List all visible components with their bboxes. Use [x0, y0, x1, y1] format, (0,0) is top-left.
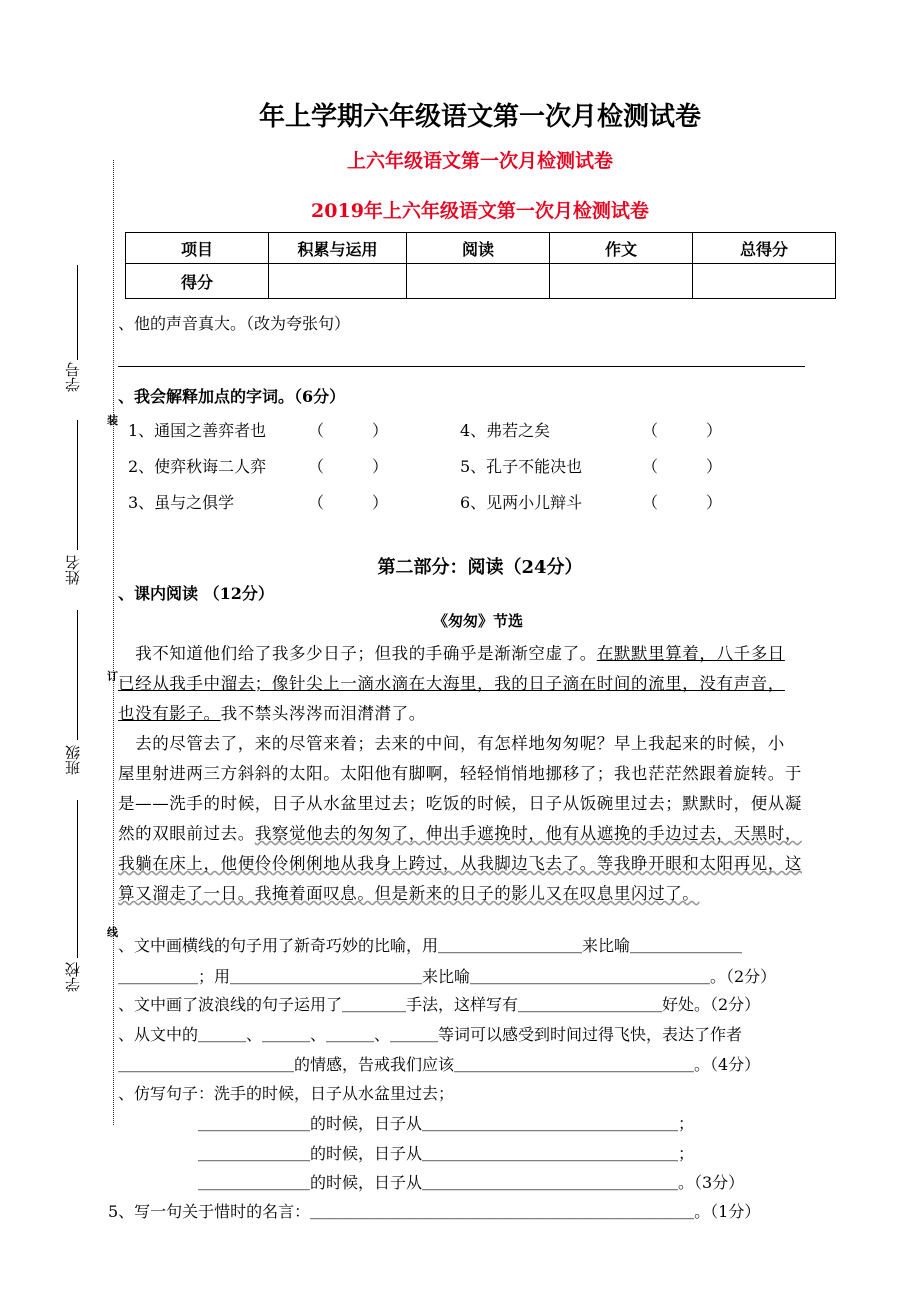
- passage-title: 《匆匆》节选: [432, 612, 523, 630]
- table-header: 积累与运用: [269, 233, 407, 264]
- question-line: 、文中画了波浪线的句子运用了＿＿＿＿手法，这样写有＿＿＿＿＿＿＿＿＿好处。（2分）: [118, 995, 761, 1014]
- question-exaggerate: 、他的声音真大。（改为夸张句）: [118, 314, 351, 333]
- answer-paren[interactable]: （ ）: [642, 421, 723, 440]
- underlined-sentence: 已经从我手中溜去；像针尖上一滴水滴在大海里，我的日子滴在时间的流里，没有声音，: [118, 674, 785, 693]
- question-line: ＿＿＿＿＿＿＿＿＿＿＿的情感，告戒我们应该＿＿＿＿＿＿＿＿＿＿＿＿＿＿＿。（4分）: [118, 1055, 761, 1074]
- binding-mark: 装: [107, 414, 118, 427]
- table-row: [126, 264, 836, 299]
- passage-text: 然的双眼前过去。: [118, 824, 255, 843]
- answer-paren[interactable]: （ ）: [642, 457, 723, 476]
- explain-item: 4、弗若之矣: [460, 421, 551, 440]
- passage-line: [118, 730, 853, 754]
- name-label: 姓名: [64, 555, 82, 585]
- answer-paren[interactable]: （ ）: [308, 457, 389, 476]
- explain-item: 5、孔子不能决也: [460, 457, 583, 476]
- question-line: 、文中画横线的句子用了新奇巧妙的比喻，用＿＿＿＿＿＿＿＿＿来比喻＿＿＿＿＿＿＿: [118, 936, 743, 955]
- underlined-sentence: 在默默里算着，八千多日: [596, 644, 785, 663]
- passage-line: [118, 700, 853, 724]
- subtitle-year: 2019年上六年级语文第一次月检测试卷: [311, 200, 649, 222]
- table-header: 项目: [126, 233, 269, 264]
- student-id-label: 学号: [64, 362, 82, 392]
- explain-item: 2、使弈秋诲二人弈: [128, 457, 267, 476]
- passage-text: 我不知道他们给了我多少日子；但我的手确乎是渐渐空虚了。: [118, 644, 597, 663]
- answer-paren[interactable]: （ ）: [642, 493, 723, 512]
- score-cell[interactable]: [269, 264, 407, 299]
- question-line: 、从文中的＿＿＿、＿＿＿、＿＿＿、＿＿＿等词可以感受到时间过得飞快，表达了作者: [118, 1025, 743, 1044]
- passage-line: [118, 640, 853, 664]
- subtitle: 上六年级语文第一次月检测试卷: [346, 150, 613, 172]
- passage-line: [118, 880, 853, 904]
- passage-line: [118, 850, 853, 874]
- passage-text: 去的尽管去了，来的尽管来着；去来的中间，有怎样地匆匆呢？早上我起来的时候，小: [118, 734, 785, 753]
- passage-line: [118, 760, 853, 784]
- passage-text: 屋里射进两三方斜斜的太阳。太阳他有脚啊，轻轻悄悄地挪移了；我也茫茫然跟着旋转。于: [118, 764, 802, 783]
- question-line: 、仿写句子：洗手的时候，日子从水盆里过去；: [118, 1084, 455, 1103]
- answer-paren[interactable]: （ ）: [308, 421, 389, 440]
- explain-item: 1、通国之善弈者也: [128, 421, 267, 440]
- school-label: 学校: [64, 962, 82, 992]
- wavy-underlined-sentence: 我察觉他去的匆匆了，伸出手遮挽时，他有从遮挽的手边过去，天黑时，: [254, 824, 803, 843]
- explain-item: 6、见两小儿辩斗: [460, 493, 583, 512]
- wavy-underlined-sentence: 算又溜走了一日。我掩着面叹息。但是新来的日子的影儿又在叹息里闪过了。: [118, 884, 700, 903]
- passage-line: [118, 820, 853, 844]
- passage-line: [118, 790, 853, 814]
- school-line: [77, 800, 78, 958]
- table-header: 阅读: [407, 233, 550, 264]
- question-line: ＿＿＿＿＿；用＿＿＿＿＿＿＿＿＿＿＿＿来比喻＿＿＿＿＿＿＿＿＿＿＿＿＿＿＿。（2分）: [118, 967, 777, 986]
- underlined-sentence: 也没有影子。: [118, 704, 221, 723]
- binding-mark: 订: [107, 670, 118, 683]
- question-line: ＿＿＿＿＿＿＿的时候，日子从＿＿＿＿＿＿＿＿＿＿＿＿＿＿＿＿。（3分）: [118, 1173, 745, 1192]
- section-heading: 、课内阅读 （12分）: [118, 584, 274, 603]
- explain-item: 3、虽与之俱学: [128, 493, 235, 512]
- section-heading: 、我会解释加点的字词。（6分）: [118, 387, 346, 406]
- question-line: ＿＿＿＿＿＿＿的时候，日子从＿＿＿＿＿＿＿＿＿＿＿＿＿＿＿＿；: [118, 1144, 695, 1163]
- student-id-line: [77, 265, 78, 360]
- wavy-underlined-sentence: 我躺在床上，他便伶伶俐俐地从我身上跨过，从我脚边飞去了。等我睁开眼和太阳再见，这: [118, 854, 802, 873]
- passage-text: 是——洗手的时候，日子从水盆里过去；吃饭的时候，日子从饭碗里过去；默默时，便从凝: [118, 794, 802, 813]
- passage-line: [118, 670, 853, 694]
- score-cell[interactable]: [407, 264, 550, 299]
- table-header: 作文: [550, 233, 693, 264]
- part-heading: 第二部分：阅读（24分）: [377, 557, 583, 578]
- score-cell[interactable]: [550, 264, 693, 299]
- question-line: 5、写一句关于惜时的名言：＿＿＿＿＿＿＿＿＿＿＿＿＿＿＿＿＿＿＿＿＿＿＿＿。（1分）: [108, 1202, 761, 1221]
- binding-line: [113, 160, 114, 1125]
- answer-paren[interactable]: （ ）: [308, 493, 389, 512]
- score-table: [125, 232, 836, 299]
- row-label: 得分: [126, 264, 269, 299]
- table-header: 总得分: [693, 233, 836, 264]
- class-label: 班级: [64, 745, 82, 775]
- table-row: [126, 233, 836, 264]
- binding-mark: 线: [107, 926, 118, 939]
- name-line: [77, 420, 78, 550]
- question-line: ＿＿＿＿＿＿＿的时候，日子从＿＿＿＿＿＿＿＿＿＿＿＿＿＿＿＿；: [118, 1114, 695, 1133]
- page-title: 年上学期六年级语文第一次月检测试卷: [258, 102, 701, 132]
- answer-line[interactable]: [118, 366, 805, 367]
- passage-text: 我不禁头涔涔而泪潸潸了。: [220, 704, 426, 723]
- score-cell[interactable]: [693, 264, 836, 299]
